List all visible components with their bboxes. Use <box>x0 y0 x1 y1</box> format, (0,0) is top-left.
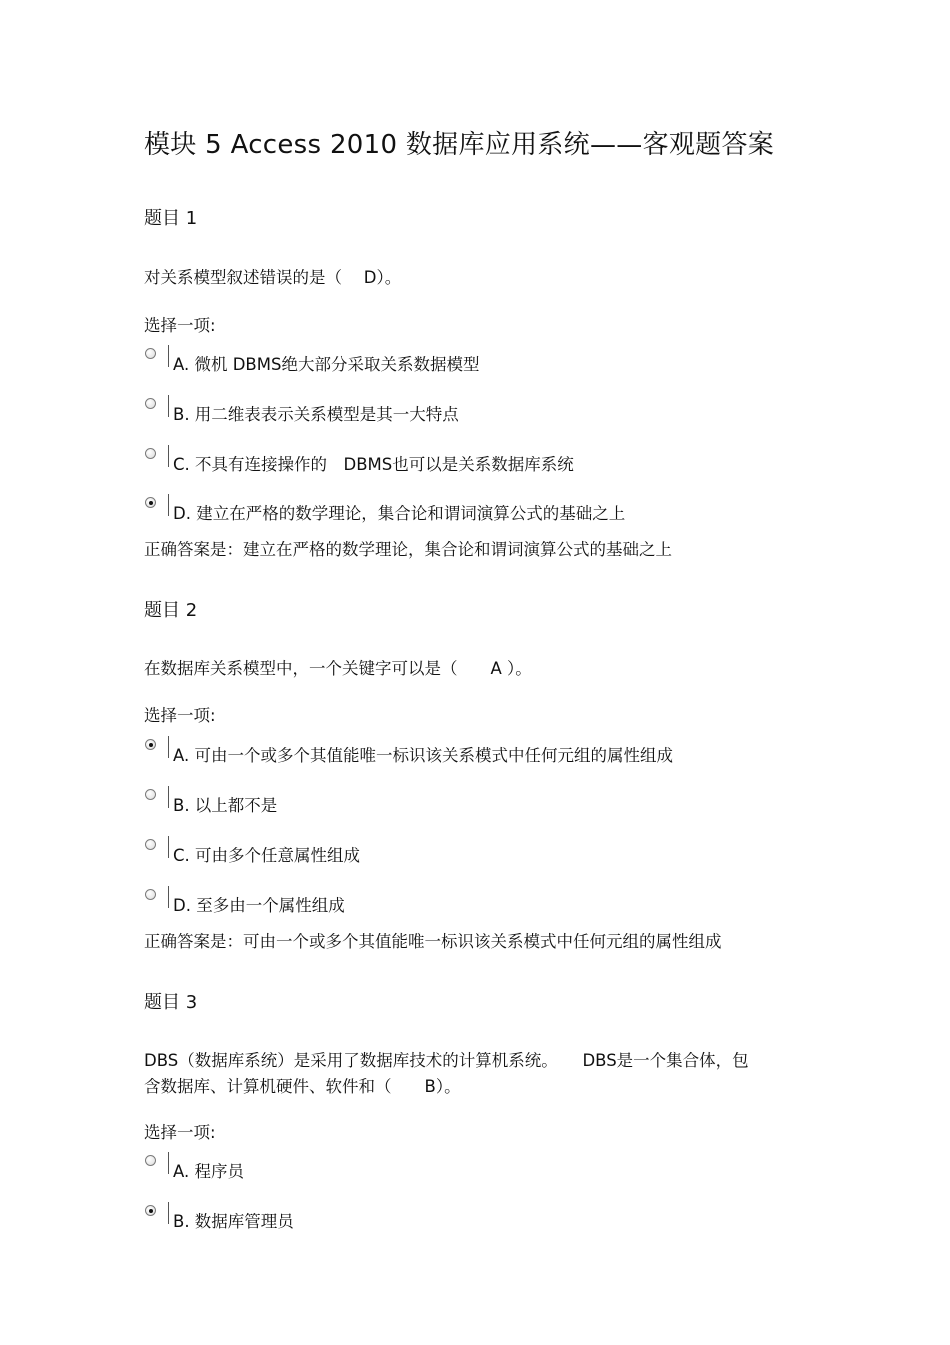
option-label: C. 可由多个任意属性组成 <box>173 846 361 865</box>
question-2-correct-answer: 正确答案是：可由一个或多个其值能唯一标识该关系模式中任何元组的属性组成 <box>144 932 722 951</box>
option-divider <box>168 445 169 467</box>
radio-checked-icon[interactable] <box>145 739 156 750</box>
option-divider <box>168 395 169 417</box>
radio-unchecked-icon[interactable] <box>145 789 156 800</box>
question-2-prompt: 选择一项: <box>144 706 216 725</box>
radio-unchecked-icon[interactable] <box>145 398 156 409</box>
question-1-correct-answer: 正确答案是：建立在严格的数学理论，集合论和谓词演算公式的基础之上 <box>144 540 672 559</box>
option-divider <box>168 1152 169 1174</box>
option-label: C. 不具有连接操作的 DBMS也可以是关系数据库系统 <box>173 455 574 474</box>
radio-unchecked-icon[interactable] <box>145 1155 156 1166</box>
option-label: B. 用二维表表示关系模型是其一大特点 <box>173 405 459 424</box>
option-divider <box>168 345 169 367</box>
option-divider <box>168 736 169 758</box>
option-divider <box>168 886 169 908</box>
radio-unchecked-icon[interactable] <box>145 839 156 850</box>
question-1-heading: 题目 1 <box>144 208 198 229</box>
option-divider <box>168 494 169 516</box>
radio-checked-icon[interactable] <box>145 497 156 508</box>
question-1-prompt: 选择一项: <box>144 316 216 335</box>
option-label: A. 可由一个或多个其值能唯一标识该关系模式中任何元组的属性组成 <box>173 746 673 765</box>
question-2-heading: 题目 2 <box>144 600 198 621</box>
radio-checked-icon[interactable] <box>145 1205 156 1216</box>
question-3-prompt: 选择一项: <box>144 1123 216 1142</box>
document-title: 模块 5 Access 2010 数据库应用系统——客观题答案 <box>144 130 775 160</box>
option-divider <box>168 1202 169 1224</box>
question-1-stem: 对关系模型叙述错误的是（ D）。 <box>144 268 402 287</box>
radio-unchecked-icon[interactable] <box>145 348 156 359</box>
radio-unchecked-icon[interactable] <box>145 448 156 459</box>
question-2-stem: 在数据库关系模型中，一个关键字可以是（ A ）。 <box>144 659 532 678</box>
option-label: B. 以上都不是 <box>173 796 278 815</box>
option-divider <box>168 836 169 858</box>
option-divider <box>168 786 169 808</box>
question-3-heading: 题目 3 <box>144 992 198 1013</box>
question-3-stem-line-2: 含数据库、计算机硬件、软件和（ B）。 <box>144 1077 461 1096</box>
option-label: A. 程序员 <box>173 1162 244 1181</box>
option-label: A. 微机 DBMS绝大部分采取关系数据模型 <box>173 355 480 374</box>
option-label: B. 数据库管理员 <box>173 1212 294 1231</box>
radio-unchecked-icon[interactable] <box>145 889 156 900</box>
option-label: D. 建立在严格的数学理论，集合论和谓词演算公式的基础之上 <box>173 504 626 523</box>
option-label: D. 至多由一个属性组成 <box>173 896 345 915</box>
question-3-stem-line-1: DBS（数据库系统）是采用了数据库技术的计算机系统。 DBS是一个集合体，包 <box>144 1051 749 1070</box>
